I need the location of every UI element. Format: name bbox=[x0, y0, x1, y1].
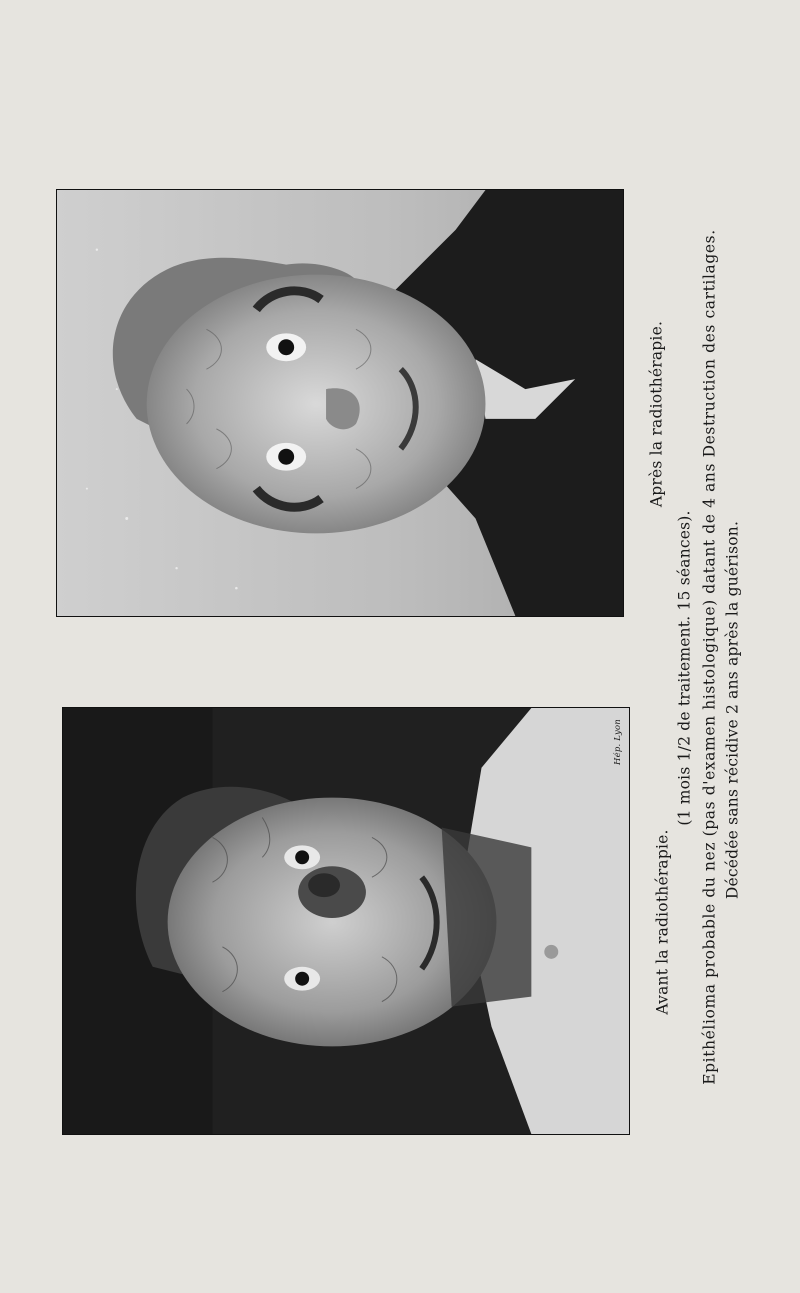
photo-before-treatment bbox=[62, 707, 630, 1135]
engraver-mark: Hép. Lyon bbox=[612, 719, 623, 765]
photo-after-treatment bbox=[56, 189, 624, 617]
caption-after: Après la radiothérapie. bbox=[647, 320, 666, 508]
outcome-line: Décédée sans récidive 2 ans après la guérison. bbox=[723, 520, 742, 900]
portrait-before-image bbox=[63, 708, 629, 1134]
portrait-after-image bbox=[57, 190, 623, 616]
caption-before: Avant la radiothérapie. bbox=[653, 829, 672, 1015]
treatment-note: (1 mois 1/2 de traitement. 15 séances). bbox=[675, 510, 694, 826]
diagnosis-line: Epithélioma probable du nez (pas d'examen histologique) datant de 4 ans Destruction des cartilages. bbox=[700, 229, 719, 1085]
